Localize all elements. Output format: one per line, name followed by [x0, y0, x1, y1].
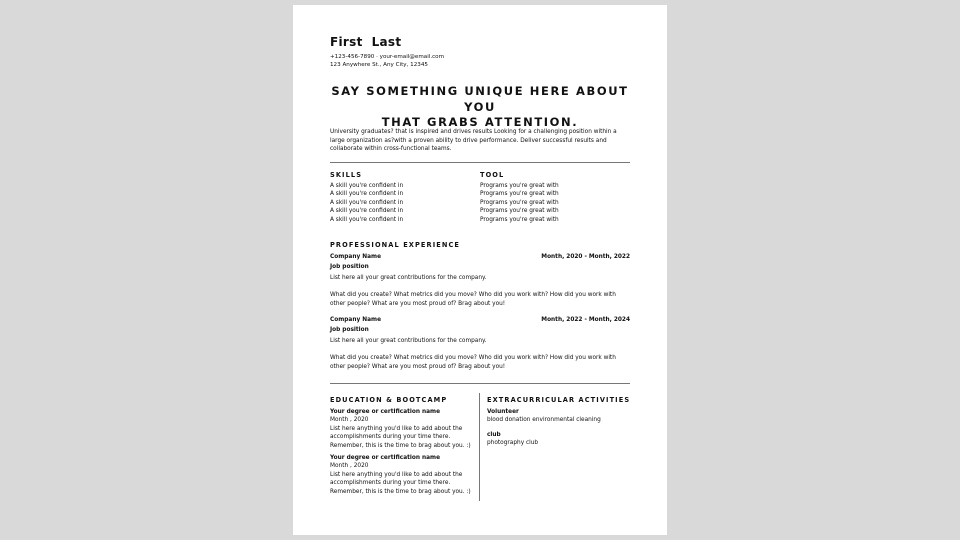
degree-date: Month , 2020 — [330, 417, 369, 424]
company-name: Company Name — [330, 317, 381, 323]
education-note: accomplishments during your time there. — [330, 480, 451, 487]
headline — [313, 84, 647, 131]
skill-item: A skill you're confident in — [330, 191, 404, 198]
activity-text: photography club — [487, 440, 539, 447]
column-divider — [479, 393, 480, 501]
skills-list — [330, 182, 403, 224]
education-note: Remember, this is the time to brag about you. :) — [330, 442, 471, 449]
skill-item: A skill you're confident in — [330, 208, 404, 215]
job-contributions: List here all your great contributions for the company. — [330, 338, 487, 344]
degree-date: Month , 2020 — [330, 463, 369, 470]
education-note: List here anything you'd like to add about the — [330, 425, 463, 432]
tool-item: Programs you're great with — [480, 208, 559, 215]
activity-heading: Volunteer — [487, 409, 519, 415]
activity-text: blood donation environmental cleaning — [487, 417, 601, 424]
job-header — [330, 254, 630, 260]
skill-item: A skill you're confident in — [330, 216, 404, 223]
tools-title: TOOL — [480, 171, 505, 179]
degree-name: Your degree or certification name — [330, 455, 441, 461]
tool-item: Programs you're great with — [480, 191, 559, 198]
education-entry — [330, 454, 475, 496]
education-note: accomplishments during your time there. — [330, 434, 451, 441]
education-title: EDUCATION & BOOTCAMP — [330, 396, 448, 404]
job-dates: Month, 2020 - Month, 2022 — [541, 254, 630, 260]
job-position: Job position — [330, 327, 369, 333]
activity-heading: club — [487, 432, 501, 438]
job-position: Job position — [330, 264, 369, 270]
skills-title: SKILLS — [330, 171, 363, 179]
candidate-name: First Last — [330, 35, 402, 49]
education-entry — [330, 408, 475, 450]
divider — [330, 162, 630, 163]
headline-line-2: THAT GRABS ATTENTION. — [381, 115, 579, 129]
tools-list — [480, 182, 559, 224]
degree-name: Your degree or certification name — [330, 409, 441, 415]
tool-item: Programs you're great with — [480, 183, 559, 189]
education-note: Remember, this is the time to brag about you. :) — [330, 488, 471, 495]
resume-page — [293, 5, 667, 535]
extracurricular-entry — [487, 431, 637, 448]
summary-paragraph: University graduates? that is inspired and drives results Looking for a challenging position within a large organization as?with a proven ability to drive performance. Deliver successful results and collaborate within cross-functional teams. — [330, 129, 617, 153]
tool-item: Programs you're great with — [480, 199, 559, 206]
contact-line-phone-email: +123-456-7890 · your-email@email.com — [330, 54, 445, 60]
skill-item: A skill you're confident in — [330, 199, 404, 206]
job-contributions: List here all your great contributions for the company. — [330, 275, 487, 281]
skill-item: A skill you're confident in — [330, 183, 404, 189]
contact-line-address: 123 Anywhere St., Any City, 12345 — [330, 62, 428, 68]
experience-title: PROFESSIONAL EXPERIENCE — [330, 241, 461, 249]
extracurricular-entry — [487, 408, 637, 425]
job-header — [330, 317, 630, 323]
tool-item: Programs you're great with — [480, 216, 559, 223]
extracurricular-title: EXTRACURRICULAR ACTIVITIES — [487, 396, 631, 404]
job-details: What did you create? What metrics did you move? Who did you work with? How did you work with other people? What are you most proud of? Brag about you! — [330, 292, 616, 307]
divider — [330, 383, 630, 384]
job-details: What did you create? What metrics did you move? Who did you work with? How did you work with other people? What are you most proud of? Brag about you! — [330, 355, 616, 370]
education-note: List here anything you'd like to add about the — [330, 471, 463, 478]
headline-line-1: SAY SOMETHING UNIQUE HERE ABOUT YOU — [331, 84, 629, 114]
job-dates: Month, 2022 - Month, 2024 — [541, 317, 630, 323]
company-name: Company Name — [330, 254, 381, 260]
